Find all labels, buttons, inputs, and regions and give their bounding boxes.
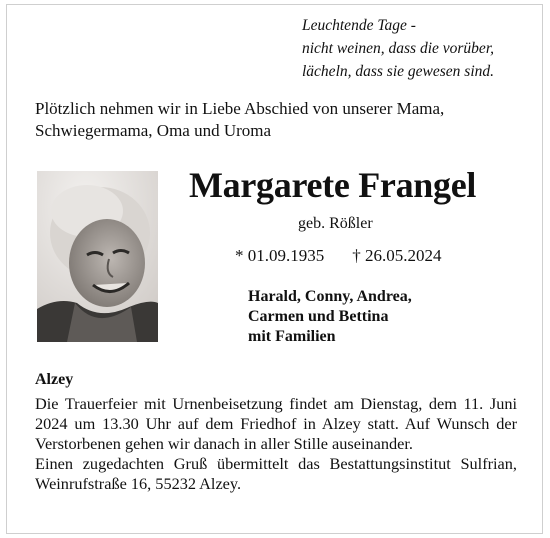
- poem-line: Leuchtende Tage -: [302, 17, 416, 34]
- service-paragraph: Die Trauerfeier mit Urnenbeisetzung findet am Dienstag, dem 11. Juni 2024 um 13.30 Uhr auf dem Friedhof in Alzey statt. Auf Wunsch der Verstorbenen gehen wir danach in aller Stille auseinander.: [35, 394, 517, 453]
- poem-line: nicht weinen, dass die vorüber,: [302, 40, 495, 57]
- life-dates: [235, 245, 442, 267]
- mourners-line: mit Familien: [248, 328, 336, 345]
- mourners-line: Carmen und Bettina: [248, 308, 389, 325]
- mourners-line: Harald, Conny, Andrea,: [248, 288, 412, 305]
- birth-date: * 01.09.1935: [235, 246, 325, 265]
- poem: [302, 14, 542, 83]
- maiden-name: geb. Rößler: [298, 215, 373, 232]
- intro-line: Plötzlich nehmen wir in Liebe Abschied von unserer Mama,: [35, 99, 445, 118]
- place-name: Alzey: [35, 371, 74, 388]
- intro-text: [35, 98, 535, 142]
- greeting-paragraph: Einen zugedachten Gruß übermittelt das Bestattungsinstitut Sulfrian, Weinrufstraße 16, 55232 Alzey.: [35, 454, 517, 493]
- portrait-photo: [37, 171, 158, 342]
- service-details: [35, 394, 517, 494]
- poem-line: lächeln, dass sie gewesen sind.: [302, 63, 495, 80]
- death-date: † 26.05.2024: [352, 246, 442, 265]
- mourners: [248, 287, 508, 347]
- intro-line: Schwiegermama, Oma und Uroma: [35, 121, 272, 140]
- deceased-name: Margarete Frangel: [189, 165, 477, 205]
